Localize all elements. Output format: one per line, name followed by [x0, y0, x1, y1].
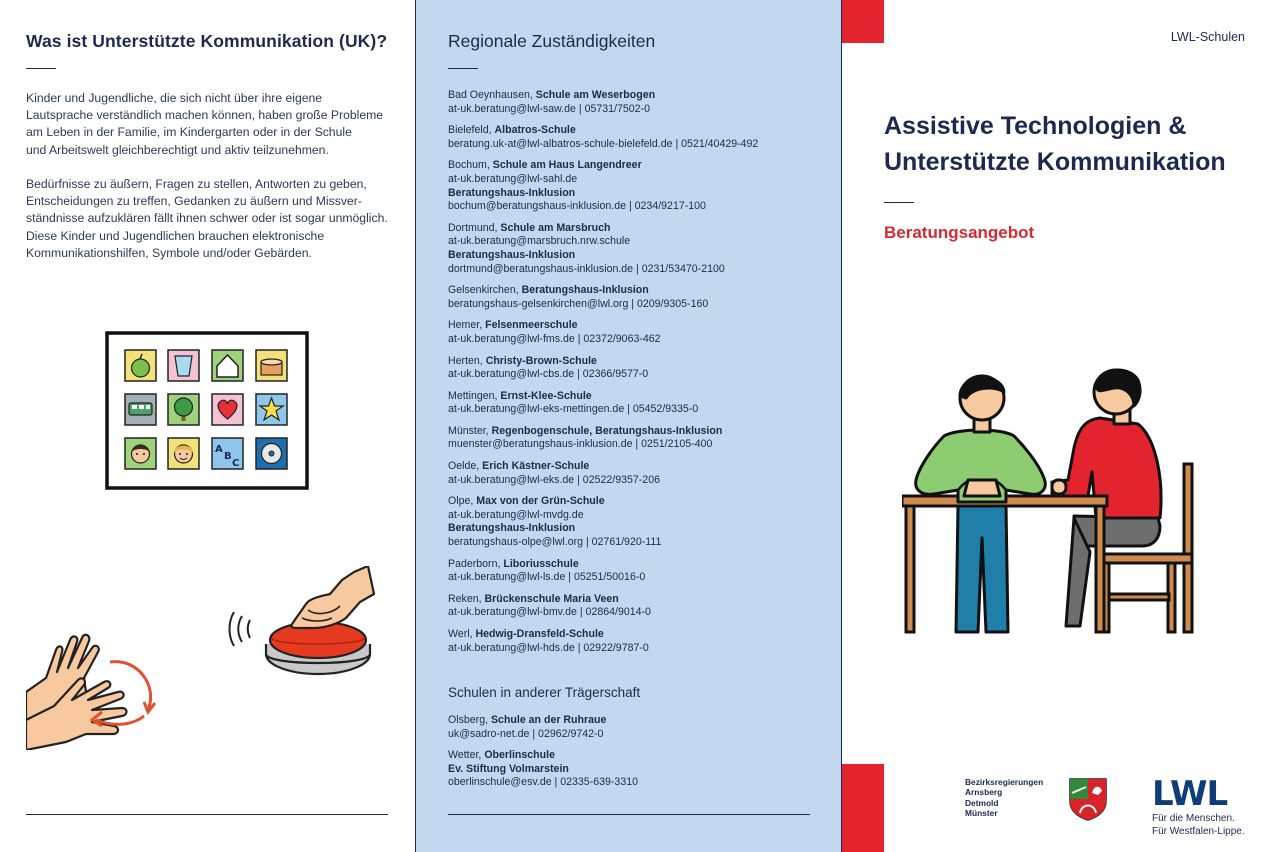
left-panel — [0, 0, 415, 852]
contact-line — [448, 235, 828, 249]
contact-text: at-uk.beratung@lwl-saw.de | 05731/7502-0 — [448, 102, 650, 115]
brand-label: LWL-Schulen — [1170, 30, 1245, 44]
contact-text: Wetter, — [448, 749, 485, 762]
text-line: Entscheidungen zu treffen, Gedanken zu äußern und Missver- — [26, 194, 362, 209]
cup-icon — [168, 350, 199, 381]
contact-entry — [448, 495, 828, 549]
contact-line — [448, 368, 828, 382]
text-line: Kommunikationshilfen, Symbole und/oder Gebärden. — [26, 245, 312, 260]
big-button-illustration — [220, 566, 376, 678]
svg-text:C: C — [232, 458, 240, 469]
heart-icon — [212, 394, 243, 425]
contact-text: Olsberg, — [448, 714, 491, 726]
cd-disc-icon — [256, 438, 287, 469]
contact-line — [448, 571, 828, 585]
contact-text: beratungshaus-olpe@lwl.org | 02761/920-111 — [448, 536, 662, 549]
contact-line — [448, 495, 828, 509]
school-name: Schule am Weserbogen — [535, 89, 656, 101]
other-schools-list — [448, 714, 828, 798]
contact-line — [448, 460, 828, 474]
contact-line — [448, 776, 828, 790]
school-name: Beratungshaus-Inklusion — [448, 522, 576, 535]
contact-entry — [448, 390, 828, 417]
contact-line — [448, 222, 828, 236]
drum-icon — [256, 350, 287, 381]
contact-line — [448, 333, 828, 347]
contact-line — [448, 474, 828, 488]
contact-line — [448, 103, 828, 117]
text-line: Lautsprache verständlich machen können, haben große Probleme — [26, 108, 384, 123]
contact-text: Herten, — [448, 354, 486, 367]
red-accent-block-top — [842, 0, 884, 43]
contact-text: beratung.uk-at@lwl-albatros-schule-bielefeld.de | 0521/40429-492 — [448, 137, 759, 150]
contact-entry — [448, 319, 828, 346]
brochure-title — [884, 108, 1264, 180]
contact-entry — [448, 558, 828, 585]
school-name: Hedwig-Dransfeld-Schule — [475, 628, 604, 640]
contact-text: oberlinschule@esv.de | 02335-639-3310 — [448, 776, 638, 789]
contact-entry — [448, 425, 828, 452]
contact-line — [448, 558, 828, 572]
contact-text: Bad Oeynhausen, — [448, 89, 536, 101]
contact-text: Bochum, — [448, 159, 493, 172]
svg-text:B: B — [224, 451, 232, 462]
contact-text: muenster@beratungshaus-inklusion.de | 0251/2105-400 — [448, 438, 713, 451]
contact-line — [448, 284, 828, 298]
contact-line — [448, 522, 828, 536]
contact-text: Werl, — [448, 628, 476, 640]
school-name: Schule am Haus Langendreer — [492, 159, 642, 172]
contact-line — [448, 200, 828, 214]
contact-line — [448, 593, 828, 607]
contact-text: at-uk.beratung@marsbruch.nrw.schule — [448, 235, 631, 248]
school-name: Max von der Grün-Schule — [476, 495, 605, 508]
contact-entry — [448, 749, 828, 790]
school-name: Liboriusschule — [503, 557, 579, 570]
school-name: Schule am Marsbruch — [500, 221, 611, 234]
contact-entry — [448, 222, 828, 276]
nrw-coat-of-arms-icon — [1068, 777, 1108, 821]
text-line: und Arbeitswelt gleichberechtigt und aktiv teilzunehmen. — [26, 142, 329, 157]
contact-line — [448, 425, 828, 439]
contact-entry — [448, 628, 828, 655]
contact-text: Oelde, — [448, 460, 483, 473]
contact-text: at-uk.beratung@lwl-mvdg.de — [448, 508, 584, 521]
contact-line — [448, 728, 828, 742]
contact-text: Münster, — [448, 424, 492, 437]
contact-text: Hemer, — [448, 319, 486, 332]
school-name: Beratungshaus-Inklusion — [521, 284, 649, 297]
consultation-illustration — [902, 368, 1212, 636]
uk-heading: Was ist Unterstützte Kommunikation (UK)? — [26, 31, 388, 51]
star-icon — [256, 394, 287, 425]
school-name: Oberlinschule — [484, 749, 555, 762]
contact-text: at-uk.beratung@lwl-sahl.de — [448, 172, 578, 185]
text-line: Kinder und Jugendliche, die sich nicht über ihre eigene — [26, 91, 323, 105]
contact-entry — [448, 355, 828, 382]
contact-text: at-uk.beratung@lwl-bmv.de | 02864/9014-0 — [448, 606, 651, 619]
lwl-slogan — [1152, 813, 1245, 838]
contact-text: at-uk.beratung@lwl-fms.de | 02372/9063-462 — [448, 332, 661, 345]
contact-text: at-uk.beratung@lwl-cbs.de | 02366/9577-0 — [448, 368, 649, 381]
contact-line — [448, 89, 828, 103]
contact-entry — [448, 460, 828, 487]
school-name: Beratungshaus-Inklusion — [448, 186, 576, 199]
signing-hands-illustration — [26, 632, 158, 750]
contact-entry — [448, 714, 828, 741]
contact-text: Mettingen, — [448, 389, 501, 402]
contact-text: Dortmund, — [448, 221, 501, 234]
contact-line — [448, 509, 828, 523]
contact-text: at-uk.beratung@lwl-ls.de | 05251/50016-0 — [448, 571, 646, 584]
title-line: Assistive Technologien & — [884, 112, 1187, 140]
contact-entry — [448, 593, 828, 620]
text-line: am Leben in der Familie, im Kindergarten oder in der Schule — [26, 125, 352, 140]
contact-line — [448, 642, 828, 656]
heading-divider — [448, 68, 478, 69]
contact-text: at-uk.beratung@lwl-hds.de | 02922/9787-0 — [448, 641, 649, 654]
school-name: Christy-Brown-Schule — [485, 354, 597, 367]
tree-icon — [168, 394, 199, 425]
regional-heading: Regionale Zuständigkeiten — [448, 31, 656, 51]
regional-entries-list — [448, 89, 828, 663]
middle-panel — [415, 0, 842, 852]
contact-line — [448, 124, 828, 138]
symbol-board-illustration — [105, 331, 309, 490]
contact-text: Olpe, — [448, 495, 477, 508]
school-name: Albatros-Schule — [494, 124, 576, 137]
text-line: Bedürfnisse zu äußern, Fragen zu stellen, Antworten zu geben, — [26, 177, 367, 191]
uk-paragraph-2 — [26, 176, 396, 262]
other-schools-heading: Schulen in anderer Trägerschaft — [448, 685, 641, 700]
title-line: Unterstützte Kommunikation — [884, 148, 1226, 176]
contact-entry — [448, 159, 828, 213]
contact-line — [448, 187, 828, 201]
uk-paragraph-1 — [26, 90, 396, 159]
text-line: Für Westfalen-Lippe. — [1152, 825, 1245, 837]
bottom-divider — [26, 814, 388, 815]
contact-line — [448, 403, 828, 417]
contact-line — [448, 355, 828, 369]
text-line: Bezirksregierungen — [965, 777, 1044, 787]
school-name: Felsenmeerschule — [485, 319, 578, 332]
contact-entry — [448, 124, 828, 151]
contact-line — [448, 606, 828, 620]
contact-line — [448, 749, 828, 763]
abc-letters-icon — [212, 438, 243, 469]
contact-line — [448, 628, 828, 642]
text-line: Diese Kinder und Jugendlichen brauchen elektronische — [26, 228, 325, 243]
title-divider — [884, 202, 914, 203]
right-panel — [842, 0, 1268, 852]
school-name: Brückenschule Maria Veen — [484, 592, 619, 605]
contact-line — [448, 263, 828, 277]
text-line: Münster — [965, 808, 998, 819]
text-line: ständnisse aufzuklären fällt ihnen schwer oder ist sogar unmöglich. — [26, 211, 388, 226]
bezirksregierungen-label — [965, 777, 1043, 819]
school-name: Beratungshaus-Inklusion — [448, 248, 576, 261]
contact-text: uk@sadro-net.de | 02962/9742-0 — [448, 727, 604, 740]
contact-text: at-uk.beratung@lwl-eks-mettingen.de | 05452/9335-0 — [448, 403, 699, 416]
text-line: Arnsberg — [965, 787, 1003, 798]
svg-text:A: A — [215, 444, 223, 455]
contact-text: dortmund@beratungshaus-inklusion.de | 0231/53470-2100 — [448, 262, 725, 275]
girl-face-icon — [168, 438, 199, 469]
school-name: Erich Kästner-Schule — [482, 460, 590, 473]
contact-line — [448, 138, 828, 152]
heading-divider — [26, 68, 56, 69]
contact-line — [448, 438, 828, 452]
bus-icon — [125, 394, 156, 425]
contact-text: Reken, — [448, 592, 485, 605]
contact-entry — [448, 89, 828, 116]
school-name: Ev. Stiftung Volmarstein — [448, 762, 569, 775]
contact-line — [448, 249, 828, 263]
contact-text: beratungshaus-gelsenkirchen@lwl.org | 0209/9305-160 — [448, 297, 709, 310]
contact-line — [448, 763, 828, 777]
brochure-subtitle: Beratungsangebot — [884, 223, 1035, 242]
text-line: Detmold — [965, 797, 999, 808]
text-line: Für die Menschen. — [1152, 813, 1235, 824]
contact-entry — [448, 284, 828, 311]
contact-line — [448, 298, 828, 312]
contact-text: Bielefeld, — [448, 124, 495, 137]
contact-text: bochum@beratungshaus-inklusion.de | 0234/9217-100 — [448, 200, 706, 213]
lwl-logo: LWL — [1152, 774, 1228, 814]
contact-line — [448, 159, 828, 173]
contact-line — [448, 714, 828, 728]
contact-line — [448, 173, 828, 187]
school-name: Ernst-Klee-Schule — [500, 389, 592, 402]
boy-face-icon — [125, 438, 156, 469]
contact-text: Gelsenkirchen, — [448, 284, 522, 297]
contact-line — [448, 319, 828, 333]
contact-line — [448, 536, 828, 550]
bottom-divider — [448, 814, 810, 815]
contact-text: at-uk.beratung@lwl-eks.de | 02522/9357-206 — [448, 473, 660, 486]
contact-line — [448, 390, 828, 404]
school-name: Regenbogenschule, Beratungshaus-Inklusion — [491, 424, 723, 437]
house-icon — [212, 350, 243, 381]
apple-icon — [125, 350, 156, 381]
red-accent-block-bottom — [842, 764, 884, 852]
contact-text: Paderborn, — [448, 557, 504, 570]
school-name: Schule an der Ruhraue — [490, 714, 607, 726]
